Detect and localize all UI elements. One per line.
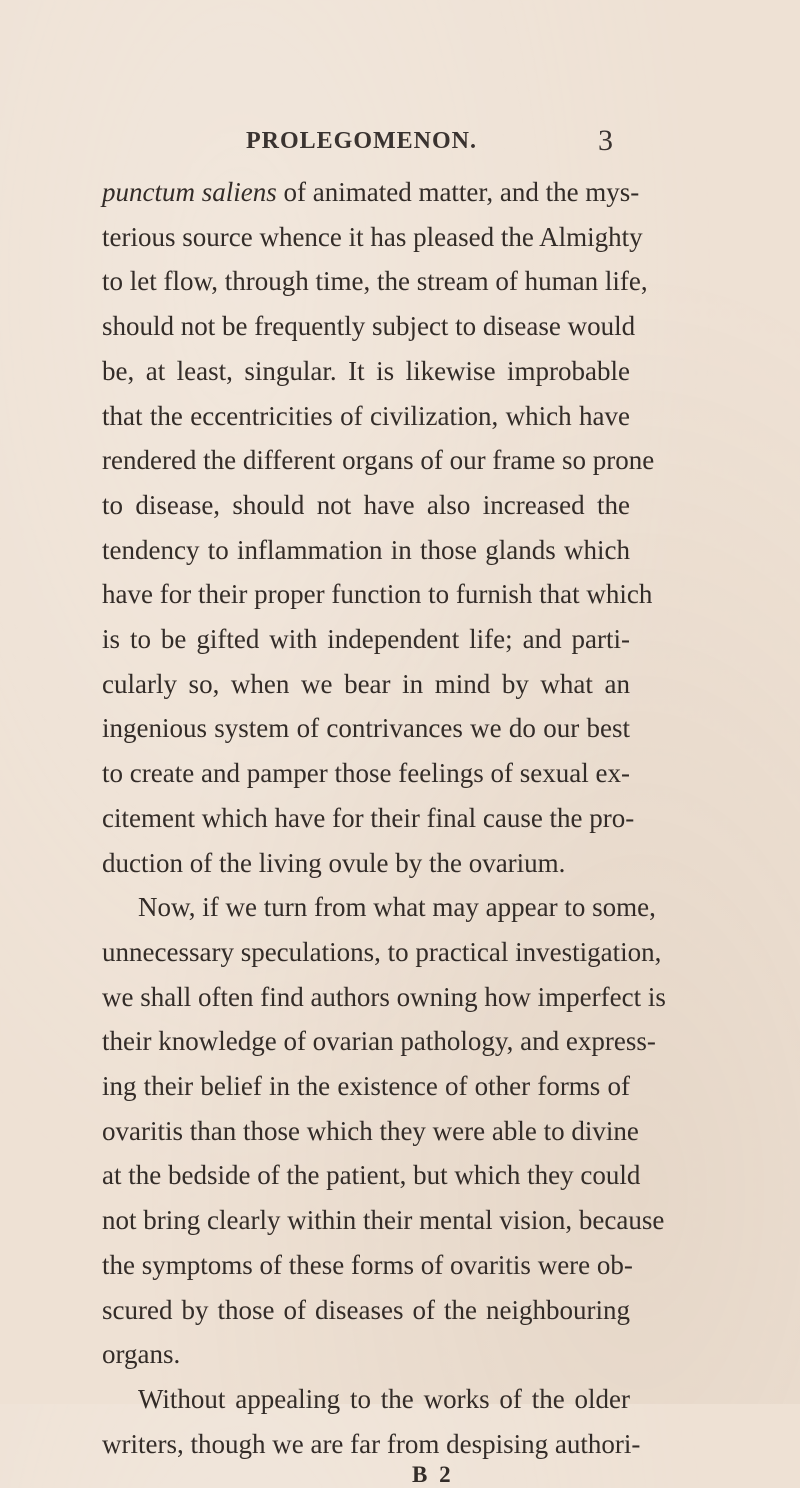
text-line: organs. [102, 1339, 181, 1370]
text-line: have for their proper function to furnish that which [102, 579, 653, 610]
text-line: cularly so, when we bear in mind by what an [102, 668, 630, 699]
running-head [0, 124, 800, 168]
paragraph-start-line: Now, if we turn from what may appear to some, [138, 892, 656, 923]
text-line: duction of the living ovule by the ovarium. [102, 847, 566, 878]
text-line: ovaritis than those which they were able to divine [102, 1115, 639, 1146]
text-line: ingenious system of contrivances we do our best [102, 713, 630, 744]
text-line: that the eccentricities of civilization, which have [102, 400, 630, 431]
text-line-1 [102, 172, 640, 212]
text-line: should not be frequently subject to disease would [102, 311, 636, 342]
text-line: not bring clearly within their mental vision, because [102, 1205, 665, 1236]
text-line: to let flow, through time, the stream of human life, [102, 266, 648, 297]
text-line: rendered the different organs of our frame so prone [102, 445, 655, 476]
text-line: ing their belief in the existence of other forms of [102, 1071, 630, 1101]
text-line: citement which have for their final cause the pro- [102, 802, 635, 833]
text-line: to create and pamper those feelings of sexual ex- [102, 758, 630, 789]
text-line-1-rest: of animated matter, and the mys- [276, 177, 640, 207]
text-line: unnecessary speculations, to practical investigation, [102, 936, 662, 967]
text-line: at the bedside of the patient, but which they could [102, 1160, 641, 1191]
italic-phrase: punctum saliens [102, 177, 277, 207]
text-line: we shall often find authors owning how imperfect is [102, 981, 666, 1012]
signature-mark: B 2 [412, 1462, 454, 1488]
text-line: writers, though we are far from despising authori- [102, 1428, 641, 1459]
running-title: PROLEGOMENON. [246, 128, 478, 154]
page-number: 3 [598, 124, 613, 157]
text-line: tendency to inflammation in those glands which [102, 534, 630, 565]
text-line: scured by those of diseases of the neighbouring [102, 1294, 630, 1325]
text-line: the symptoms of these forms of ovaritis were ob- [102, 1249, 633, 1280]
paragraph-start-line: Without appealing to the works of the older [138, 1383, 630, 1414]
text-line: be, at least, singular. It is likewise improbable [102, 355, 630, 386]
text-line: to disease, should not have also increased the [102, 489, 630, 520]
text-line: is to be gifted with independent life; and parti- [102, 624, 630, 654]
text-line: terious source whence it has pleased the Almighty [102, 221, 643, 252]
text-line: their knowledge of ovarian pathology, and express- [102, 1026, 656, 1057]
